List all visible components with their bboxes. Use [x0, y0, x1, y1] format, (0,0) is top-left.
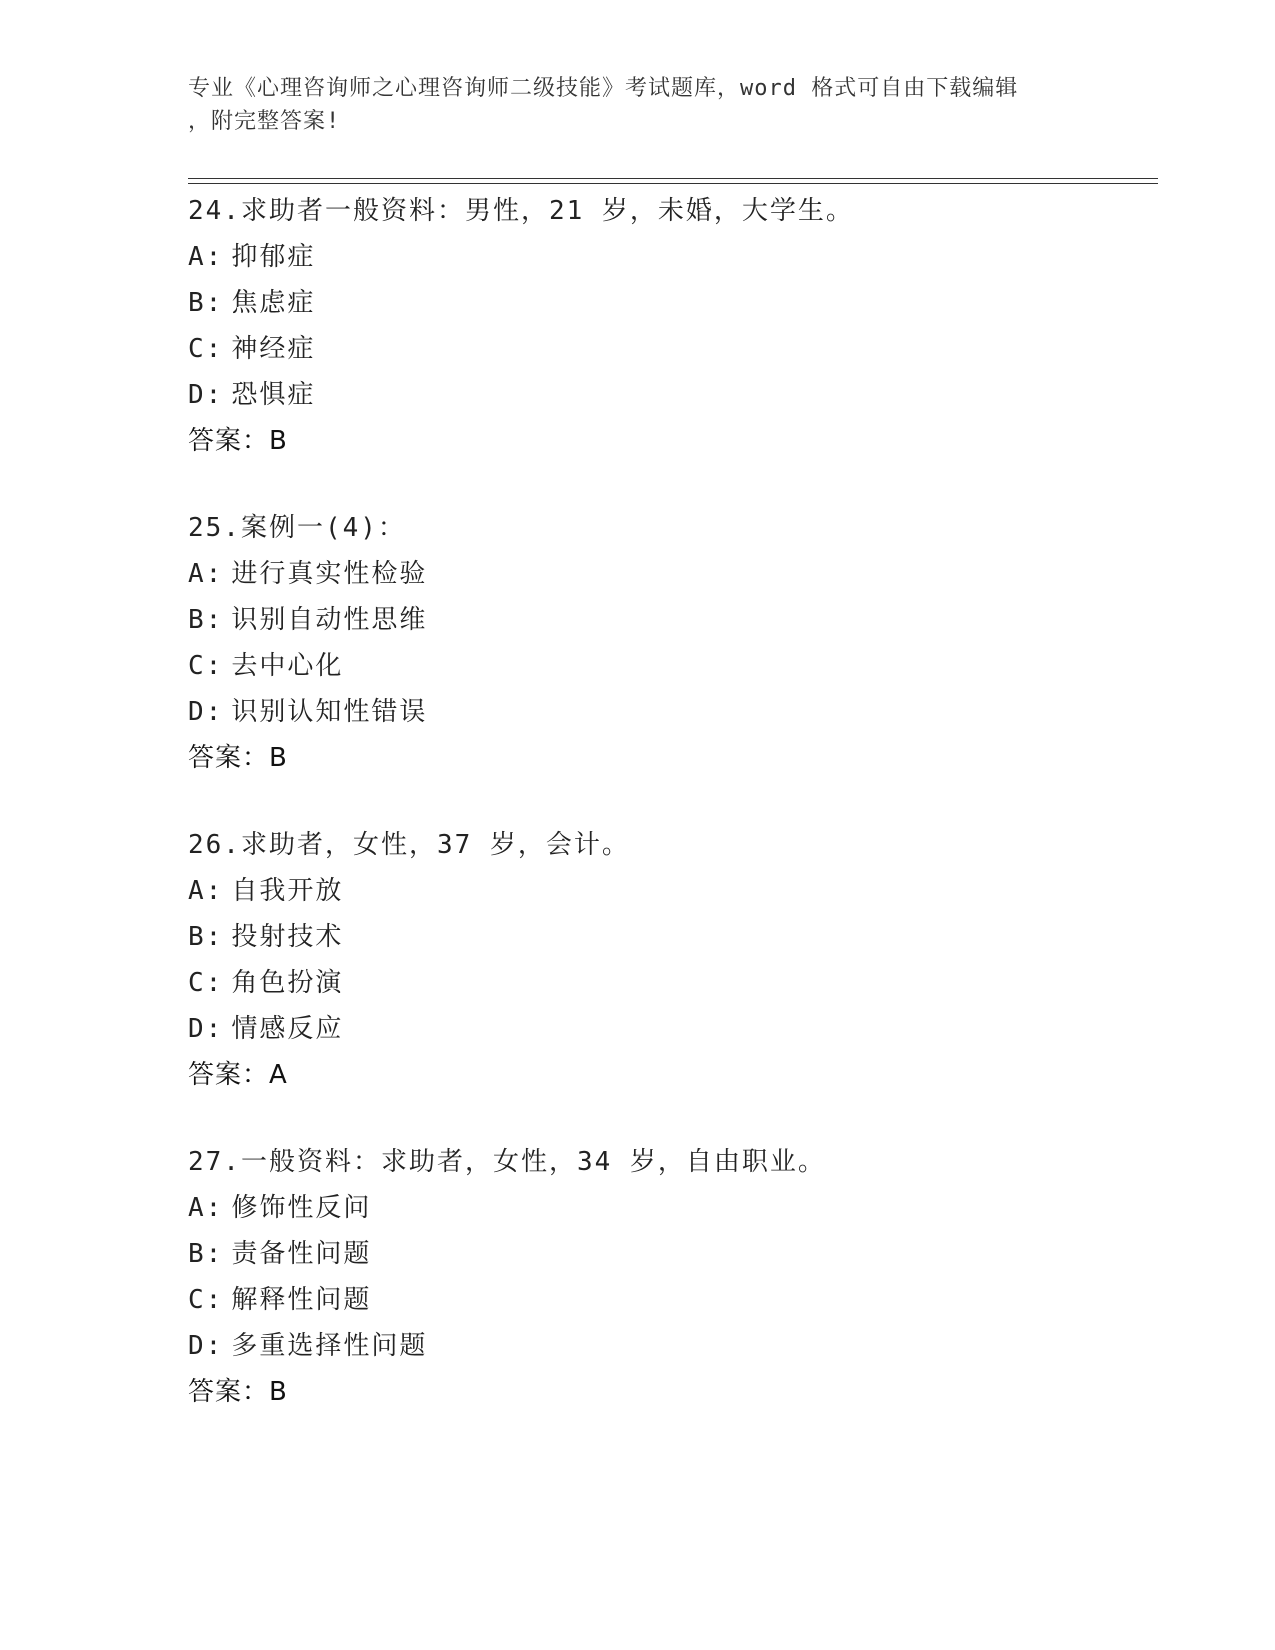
question-27	[188, 1139, 1148, 1415]
question-24	[188, 188, 1148, 464]
question-stem: 27.一般资料：求助者，女性，34 岁，自由职业。	[188, 1147, 826, 1177]
option-b: B: 识别自动性思维	[188, 605, 428, 635]
question-stem: 25.案例一(4)：	[188, 513, 406, 543]
document-header	[188, 72, 1088, 138]
answer-label: 答案：B	[188, 426, 288, 456]
option-d: D: 识别认知性错误	[188, 697, 428, 727]
header-divider-bottom	[188, 183, 1158, 184]
question-26	[188, 822, 1148, 1098]
header-divider-top	[188, 178, 1158, 179]
option-b: B: 责备性问题	[188, 1239, 372, 1269]
option-b: B: 投射技术	[188, 922, 344, 952]
header-line-2: ，附完整答案!	[188, 109, 341, 134]
option-c: C: 角色扮演	[188, 968, 344, 998]
option-b: B: 焦虑症	[188, 288, 316, 318]
option-c: C: 去中心化	[188, 651, 344, 681]
option-a: A: 自我开放	[188, 876, 344, 906]
answer-label: 答案：B	[188, 1377, 288, 1407]
header-line-1: 专业《心理咨询师之心理咨询师二级技能》考试题库，word 格式可自由下载编辑	[188, 76, 1019, 101]
option-d: D: 恐惧症	[188, 380, 316, 410]
option-c: C: 解释性问题	[188, 1285, 372, 1315]
option-d: D: 情感反应	[188, 1014, 344, 1044]
option-a: A: 修饰性反问	[188, 1193, 372, 1223]
answer-label: 答案：B	[188, 743, 288, 773]
question-25	[188, 505, 1148, 781]
option-c: C: 神经症	[188, 334, 316, 364]
option-a: A: 抑郁症	[188, 242, 316, 272]
option-d: D: 多重选择性问题	[188, 1331, 428, 1361]
answer-label: 答案：A	[188, 1060, 288, 1090]
option-a: A: 进行真实性检验	[188, 559, 428, 589]
question-stem: 24.求助者一般资料：男性，21 岁，未婚，大学生。	[188, 196, 854, 226]
question-stem: 26.求助者，女性，37 岁，会计。	[188, 830, 630, 860]
